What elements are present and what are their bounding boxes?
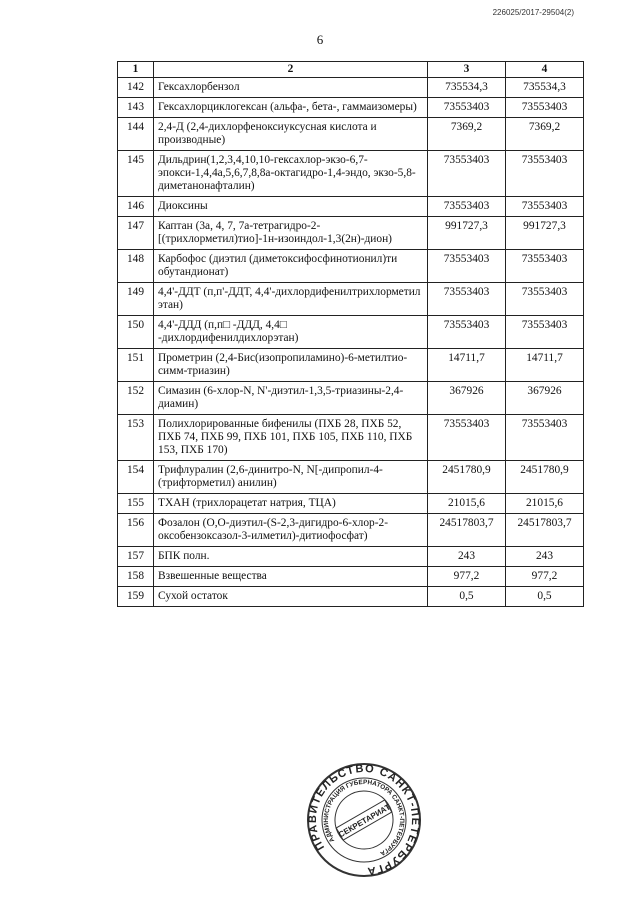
row-number: 143 (118, 98, 154, 118)
row-number: 155 (118, 494, 154, 514)
value-col3: 0,5 (428, 587, 506, 607)
substance-name: Гексахлорциклогексан (альфа-, бета-, гаммаизомеры) (154, 98, 428, 118)
table-row (118, 461, 584, 494)
substance-name: БПК полн. (154, 547, 428, 567)
value-col3: 73553403 (428, 415, 506, 461)
table-row (118, 415, 584, 461)
value-col3: 991727,3 (428, 217, 506, 250)
column-header: 4 (506, 62, 584, 78)
row-number: 151 (118, 349, 154, 382)
official-seal (304, 760, 424, 880)
value-col4: 367926 (506, 382, 584, 415)
table-row (118, 250, 584, 283)
table-row (118, 382, 584, 415)
row-number: 146 (118, 197, 154, 217)
value-col4: 73553403 (506, 151, 584, 197)
value-col4: 73553403 (506, 415, 584, 461)
column-header: 1 (118, 62, 154, 78)
substance-name: Каптан (3а, 4, 7, 7а-тетрагидро-2-[(трихлорметил)тио]-1н-изоиндол-1,3(2н)-дион) (154, 217, 428, 250)
substance-name: Трифлуралин (2,6-динитро-N, N[-дипропил-4-(трифторметил) анилин) (154, 461, 428, 494)
value-col3: 73553403 (428, 151, 506, 197)
value-col4: 7369,2 (506, 118, 584, 151)
table-row (118, 514, 584, 547)
value-col3: 21015,6 (428, 494, 506, 514)
value-col3: 735534,3 (428, 78, 506, 98)
table-row (118, 316, 584, 349)
column-header: 3 (428, 62, 506, 78)
value-col4: 243 (506, 547, 584, 567)
value-col3: 24517803,7 (428, 514, 506, 547)
value-col3: 73553403 (428, 316, 506, 349)
substance-name: 2,4-Д (2,4-дихлорфеноксиуксусная кислота и производные) (154, 118, 428, 151)
substance-name: Фозалон (О,О-диэтил-(S-2,3-дигидро-6-хлор-2-оксобензоксазол-3-илметил)-дитиофосфат) (154, 514, 428, 547)
value-col3: 73553403 (428, 283, 506, 316)
value-col4: 2451780,9 (506, 461, 584, 494)
svg-text:ПРАВИТЕЛЬСТВО САНКТ-ПЕТЕРБУРГА: ПРАВИТЕЛЬСТВО САНКТ-ПЕТЕРБУРГА (306, 762, 422, 878)
value-col3: 243 (428, 547, 506, 567)
value-col4: 73553403 (506, 283, 584, 316)
substance-name: 4,4'-ДДТ (п,п'-ДДТ, 4,4'-дихлордифенилтрихлорметил этан) (154, 283, 428, 316)
svg-text:АДМИНИСТРАЦИЯ ГУБЕРНАТОРА САНК: АДМИНИСТРАЦИЯ ГУБЕРНАТОРА САНКТ-ПЕТЕРБУРГА (322, 778, 406, 857)
row-number: 153 (118, 415, 154, 461)
value-col4: 991727,3 (506, 217, 584, 250)
substance-name: Гексахлорбензол (154, 78, 428, 98)
table-row (118, 547, 584, 567)
table-row (118, 349, 584, 382)
value-col4: 73553403 (506, 197, 584, 217)
value-col4: 73553403 (506, 250, 584, 283)
value-col3: 7369,2 (428, 118, 506, 151)
substance-name: 4,4'-ДДД (п,п□ -ДДД, 4,4□ -дихлордифенилдихлорэтан) (154, 316, 428, 349)
table-row (118, 283, 584, 316)
value-col4: 73553403 (506, 316, 584, 349)
substance-name: ТХАН (трихлорацетат натрия, ТЦА) (154, 494, 428, 514)
value-col3: 367926 (428, 382, 506, 415)
value-col4: 735534,3 (506, 78, 584, 98)
value-col3: 73553403 (428, 98, 506, 118)
value-col4: 0,5 (506, 587, 584, 607)
row-number: 157 (118, 547, 154, 567)
value-col4: 73553403 (506, 98, 584, 118)
substance-name: Сухой остаток (154, 587, 428, 607)
substance-name: Диоксины (154, 197, 428, 217)
table-row (118, 587, 584, 607)
table-row (118, 494, 584, 514)
row-number: 147 (118, 217, 154, 250)
page-number: 6 (316, 32, 324, 47)
row-number: 148 (118, 250, 154, 283)
document-reference-number: 226025/2017-29504(2) (492, 8, 574, 17)
row-number: 145 (118, 151, 154, 197)
substance-name: Дильдрин(1,2,3,4,10,10-гексахлор-экзо-6,7-эпокси-1,4,4а,5,6,7,8,8а-октагидро-1,4-эндо, экзо-5,8-диметанонафталин) (154, 151, 428, 197)
value-col3: 977,2 (428, 567, 506, 587)
row-number: 152 (118, 382, 154, 415)
row-number: 150 (118, 316, 154, 349)
substance-name: Взвешенные вещества (154, 567, 428, 587)
table-row (118, 118, 584, 151)
table-header-row (118, 62, 584, 78)
value-col3: 14711,7 (428, 349, 506, 382)
value-col4: 24517803,7 (506, 514, 584, 547)
table-row (118, 197, 584, 217)
value-col3: 2451780,9 (428, 461, 506, 494)
row-number: 154 (118, 461, 154, 494)
table-row (118, 78, 584, 98)
table-row (118, 217, 584, 250)
row-number: 142 (118, 78, 154, 98)
column-header: 2 (154, 62, 428, 78)
svg-text:СЕКРЕТАРИАТ: СЕКРЕТАРИАТ (337, 802, 392, 840)
value-col4: 21015,6 (506, 494, 584, 514)
table-row (118, 98, 584, 118)
table-row (118, 151, 584, 197)
value-col3: 73553403 (428, 197, 506, 217)
substance-name: Карбофос (диэтил (диметоксифосфинотионил)ти обутандионат) (154, 250, 428, 283)
value-col4: 977,2 (506, 567, 584, 587)
substance-name: Симазин (6-хлор-N, N'-диэтил-1,3,5-триазины-2,4-диамин) (154, 382, 428, 415)
value-col3: 73553403 (428, 250, 506, 283)
table-row (118, 567, 584, 587)
substance-name: Полихлорированные бифенилы (ПХБ 28, ПХБ 52, ПХБ 74, ПХБ 99, ПХБ 101, ПХБ 105, ПХБ 110, ПХБ 153, ПХБ 170) (154, 415, 428, 461)
row-number: 149 (118, 283, 154, 316)
row-number: 156 (118, 514, 154, 547)
row-number: 158 (118, 567, 154, 587)
substances-table (117, 61, 584, 607)
row-number: 144 (118, 118, 154, 151)
row-number: 159 (118, 587, 154, 607)
substance-name: Прометрин (2,4-Бис(изопропиламино)-6-метилтио-симм-триазин) (154, 349, 428, 382)
value-col4: 14711,7 (506, 349, 584, 382)
